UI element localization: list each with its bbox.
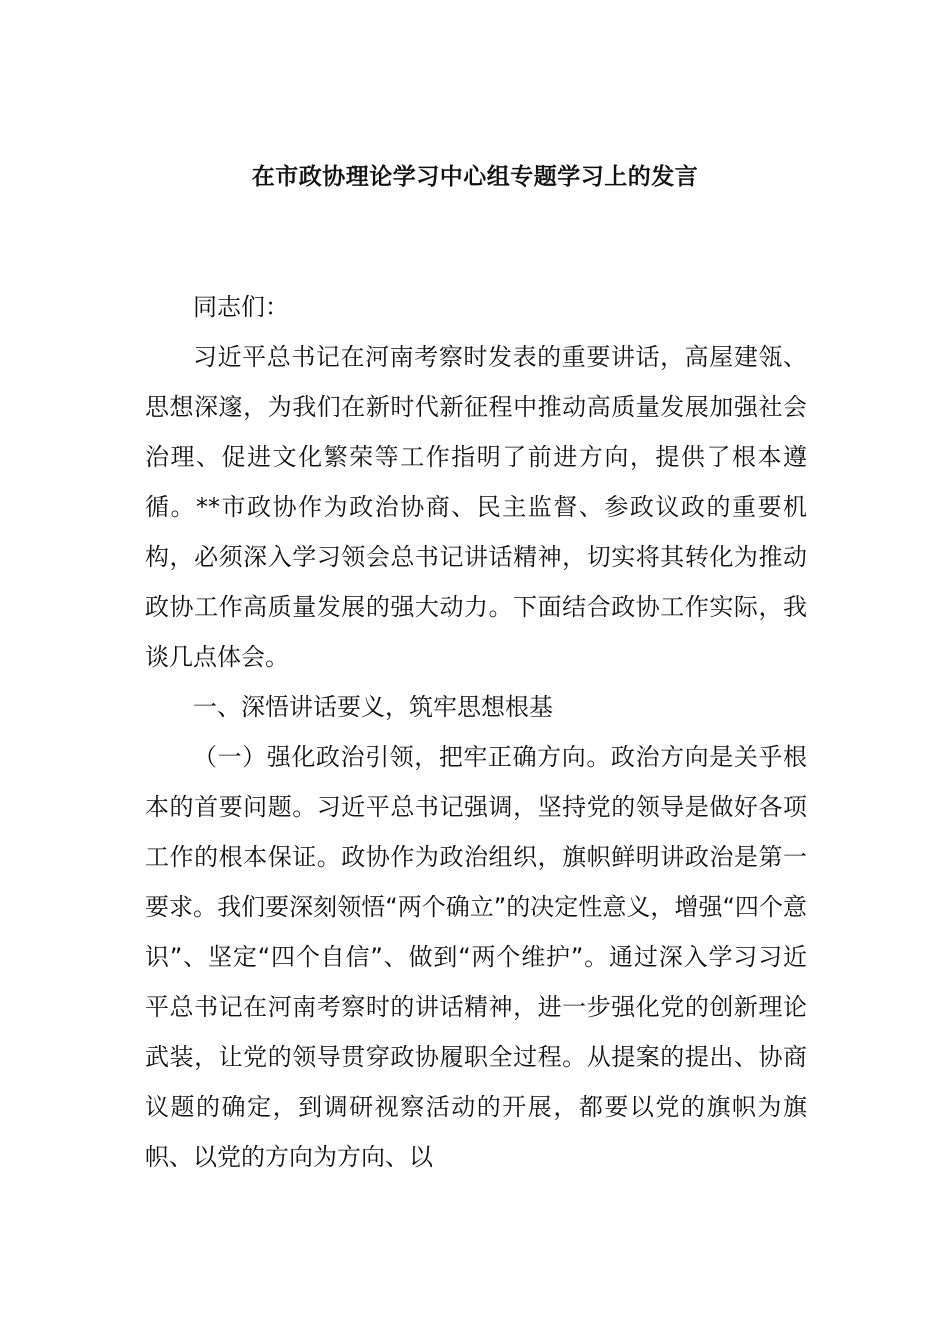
salutation: 同志们： — [193, 293, 289, 321]
document-body — [145, 282, 807, 1182]
paragraph-intro: 习近平总书记在河南考察时发表的重要讲话，高屋建瓴、思想深邃，为我们在新时代新征程中推动高质量发展加强社会治理、促进文化繁荣等工作指明了前进方向，提供了根本遵循。**市政协作为政治协商、民主监督、参政议政的重要机构，必须深入学习领会总书记讲话精神，切实将其转化为推动政协工作高质量发展的强大动力。下面结合政协工作实际，我谈几点体会。 — [145, 343, 807, 671]
paragraph-1-1: （一）强化政治引领，把牢正确方向。政治方向是关乎根本的首要问题。习近平总书记强调，坚持党的领导是做好各项工作的根本保证。政协作为政治组织，旗帜鲜明讲政治是第一要求。我们要深刻领悟“两个确立”的决定性意义，增强“四个意识”、坚定“四个自信”、做到“两个维护”。通过深入学习习近平总书记在河南考察时的讲话精神，进一步强化党的创新理论武装，让党的领导贯穿政协履职全过程。从提案的提出、协商议题的确定，到调研视察活动的开展，都要以党的旗帜为旗帜、以党的方向为方向、以 — [145, 743, 807, 1171]
section-heading-1: 一、深悟讲话要义，筑牢思想根基 — [193, 693, 553, 721]
document-title: 在市政协理论学习中心组专题学习上的发言 — [251, 164, 699, 190]
